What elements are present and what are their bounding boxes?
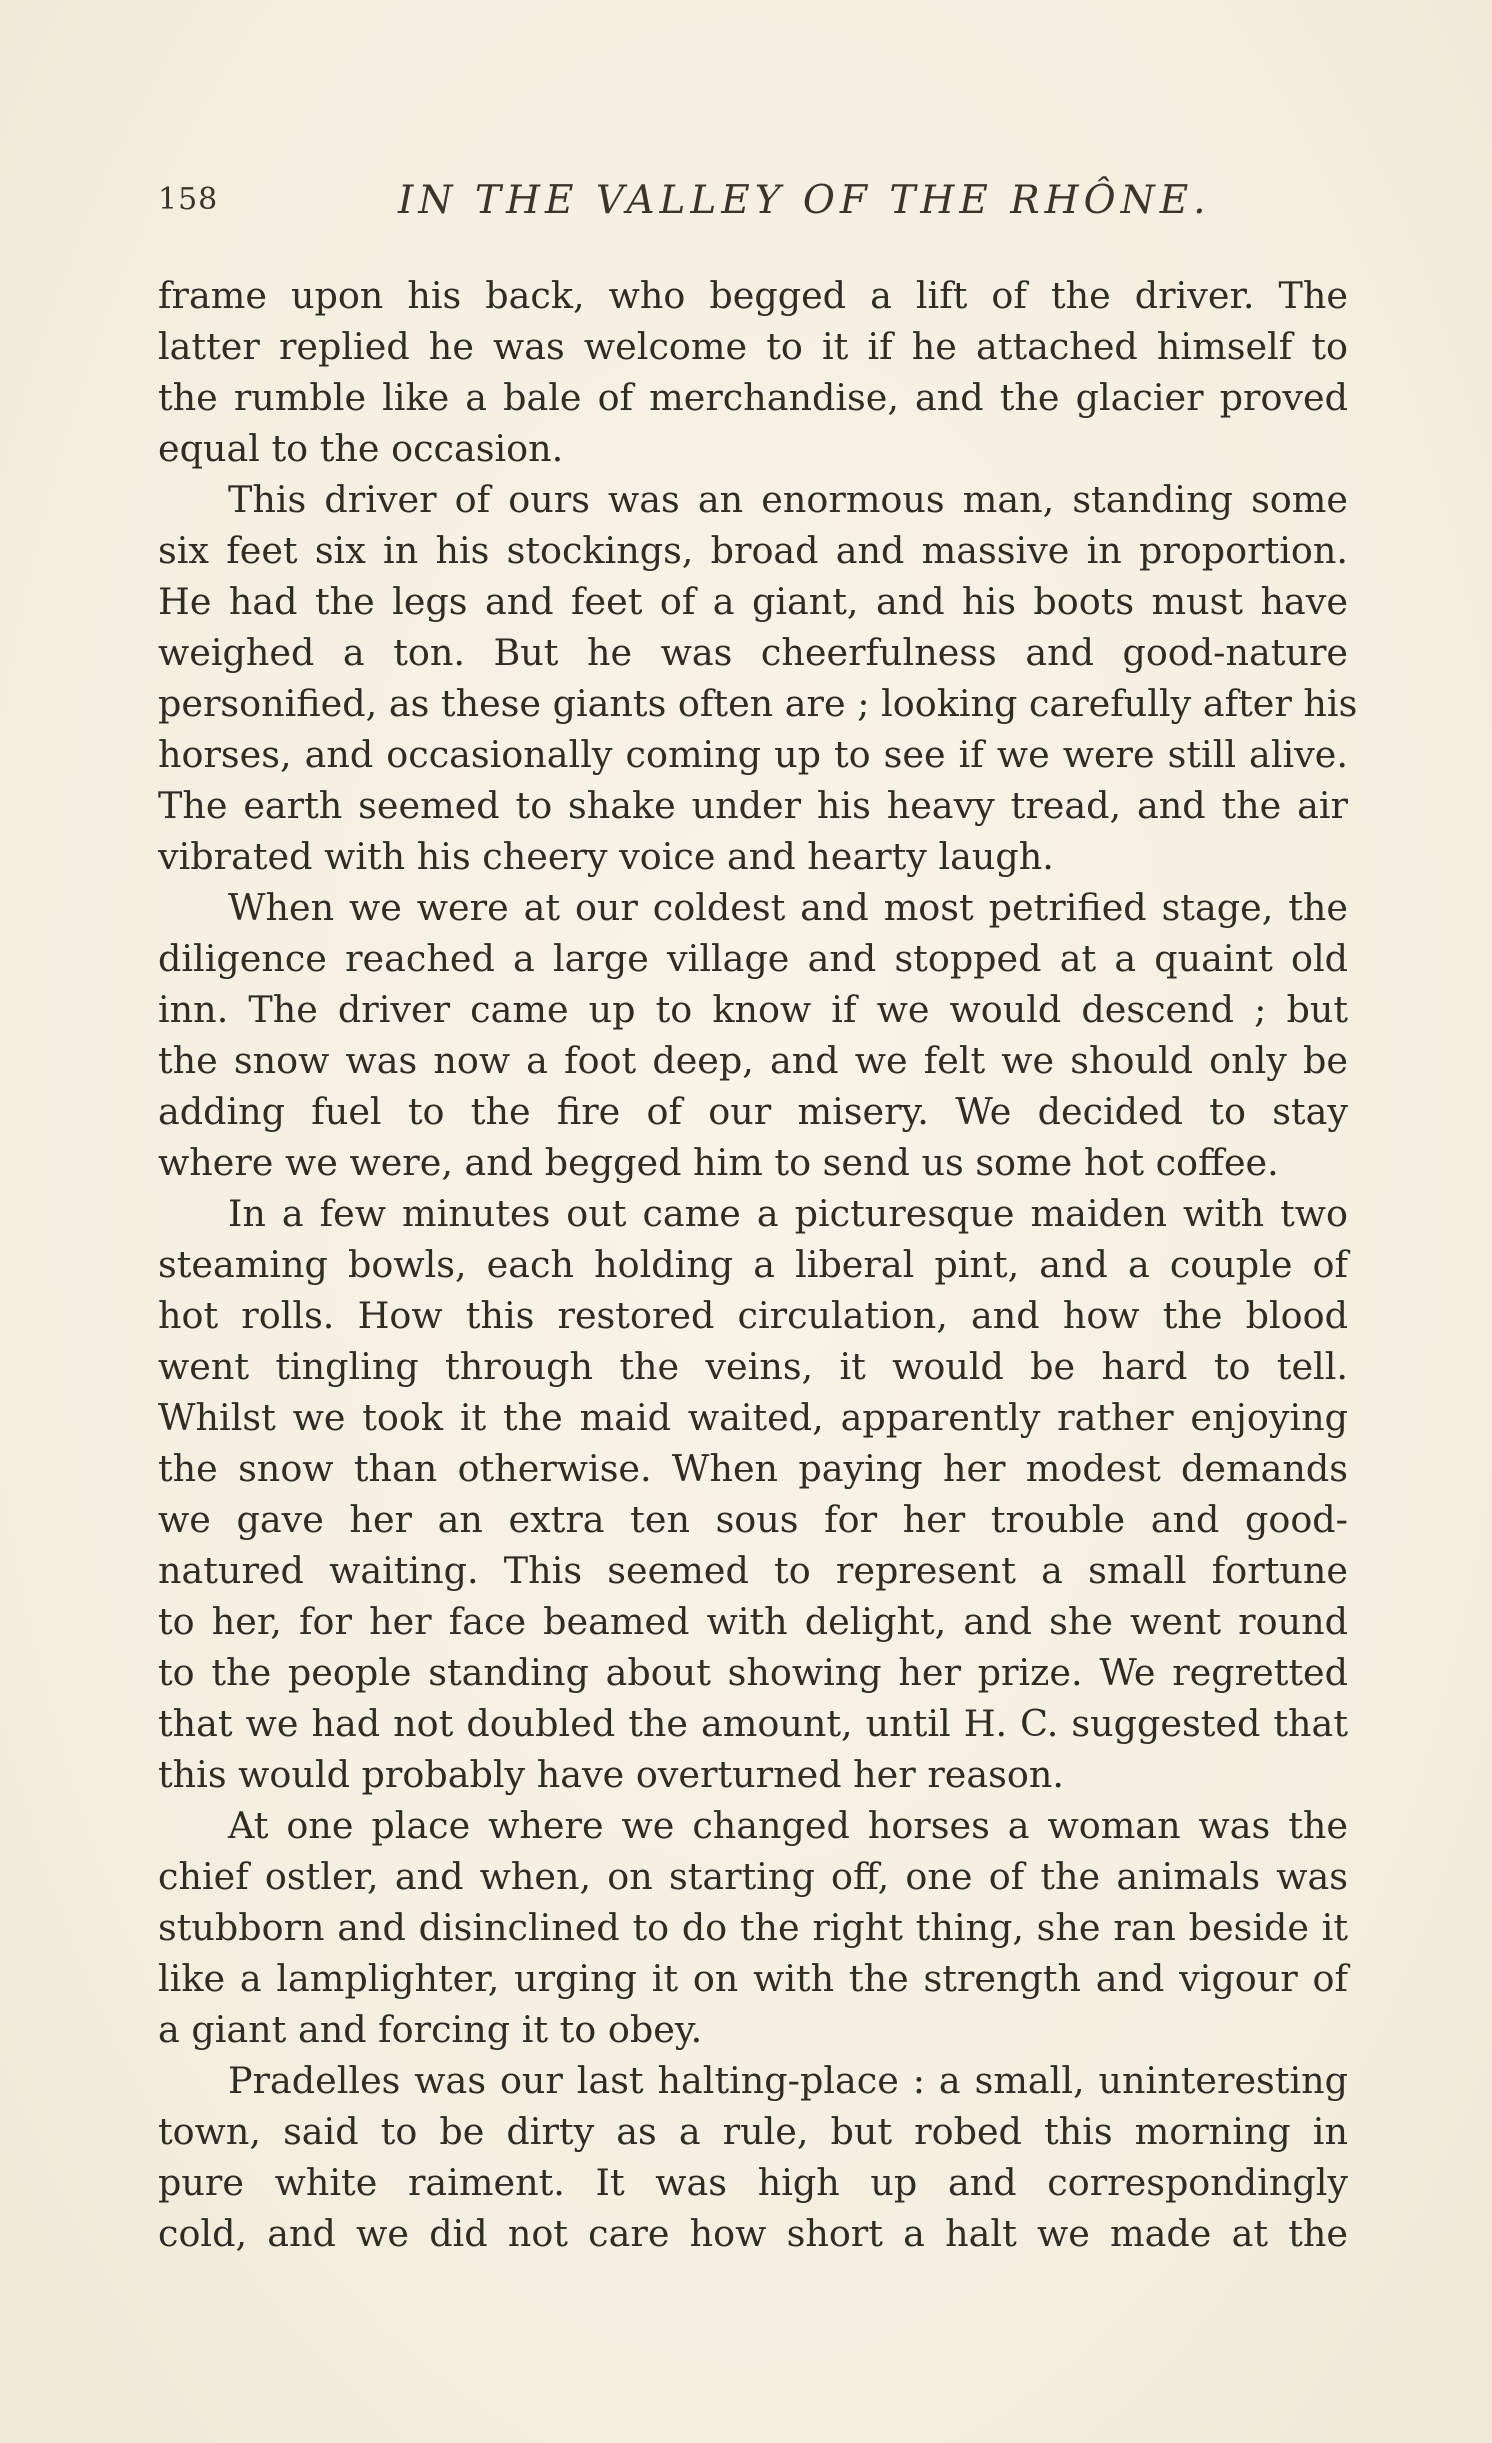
text-line: At one place where we changed horses a woman was the: [228, 1804, 1348, 1847]
paragraph: [158, 882, 1348, 1188]
text-line: where we were, and begged him to send us some hot coffee.: [158, 1141, 1279, 1184]
text-line: the snow was now a foot deep, and we felt we should only be: [158, 1039, 1348, 1082]
running-head: [158, 178, 1343, 238]
text-line: When we were at our coldest and most petrified stage, the: [228, 886, 1348, 929]
text-line: diligence reached a large village and stopped at a quaint old: [158, 937, 1348, 980]
text-line: to her, for her face beamed with delight, and she went round: [158, 1600, 1348, 1643]
text-line: stubborn and disinclined to do the right thing, she ran beside it: [158, 1906, 1348, 1949]
text-line: like a lamplighter, urging it on with the strength and vigour of: [158, 1957, 1348, 2000]
text-line: frame upon his back, who begged a lift of the driver. The: [158, 274, 1348, 317]
text-line: Whilst we took it the maid waited, apparently rather enjoying: [158, 1396, 1348, 1439]
text-line: went tingling through the veins, it would be hard to tell.: [158, 1345, 1348, 1388]
paragraph: [158, 1800, 1348, 2055]
body-text: [158, 270, 1358, 2259]
text-line: inn. The driver came up to know if we would descend ; but: [158, 988, 1348, 1031]
text-line: six feet six in his stockings, broad and massive in proportion.: [158, 529, 1348, 572]
text-line: pure white raiment. It was high up and correspondingly: [158, 2161, 1348, 2204]
paragraph: [158, 474, 1358, 882]
text-line: that we had not doubled the amount, until H. C. suggested that: [158, 1702, 1348, 1745]
text-line: steaming bowls, each holding a liberal pint, and a couple of: [158, 1243, 1348, 1286]
paragraph: [158, 1188, 1348, 1800]
text-line: adding fuel to the fire of our misery. We decided to stay: [158, 1090, 1348, 1133]
paragraph: [158, 270, 1348, 474]
text-line: hot rolls. How this restored circulation, and how the blood: [158, 1294, 1348, 1337]
text-line: we gave her an extra ten sous for her trouble and good-: [158, 1498, 1348, 1541]
text-line: the rumble like a bale of merchandise, and the glacier proved: [158, 376, 1348, 419]
text-line: This driver of ours was an enormous man, standing some: [228, 478, 1348, 521]
text-line: town, said to be dirty as a rule, but robed this morning in: [158, 2110, 1348, 2153]
text-line: He had the legs and feet of a giant, and his boots must have: [158, 580, 1348, 623]
text-line: natured waiting. This seemed to represent a small fortune: [158, 1549, 1348, 1592]
text-line: this would probably have overturned her reason.: [158, 1753, 1064, 1796]
text-line: The earth seemed to shake under his heavy tread, and the air: [158, 784, 1348, 827]
text-line: horses, and occasionally coming up to see if we were still alive.: [158, 733, 1348, 776]
text-line: equal to the occasion.: [158, 427, 564, 470]
page-number: 158: [158, 182, 219, 217]
text-line: the snow than otherwise. When paying her modest demands: [158, 1447, 1348, 1490]
text-line: weighed a ton. But he was cheerfulness and good-nature: [158, 631, 1348, 674]
text-line: cold, and we did not care how short a halt we made at the: [158, 2212, 1348, 2255]
text-line: chief ostler, and when, on starting off, one of the animals was: [158, 1855, 1348, 1898]
text-line: Pradelles was our last halting-place : a small, uninteresting: [228, 2059, 1348, 2102]
text-line: vibrated with his cheery voice and hearty laugh.: [158, 835, 1054, 878]
paragraph: [158, 2055, 1348, 2259]
text-line: to the people standing about showing her prize. We regretted: [158, 1651, 1348, 1694]
text-line: personified, as these giants often are ; looking carefully after his: [158, 682, 1358, 725]
running-title: IN THE VALLEY OF THE RHÔNE.: [398, 178, 1211, 223]
text-line: In a few minutes out came a picturesque maiden with two: [228, 1192, 1348, 1235]
text-line: a giant and forcing it to obey.: [158, 2008, 703, 2051]
text-line: latter replied he was welcome to it if he attached himself to: [158, 325, 1348, 368]
